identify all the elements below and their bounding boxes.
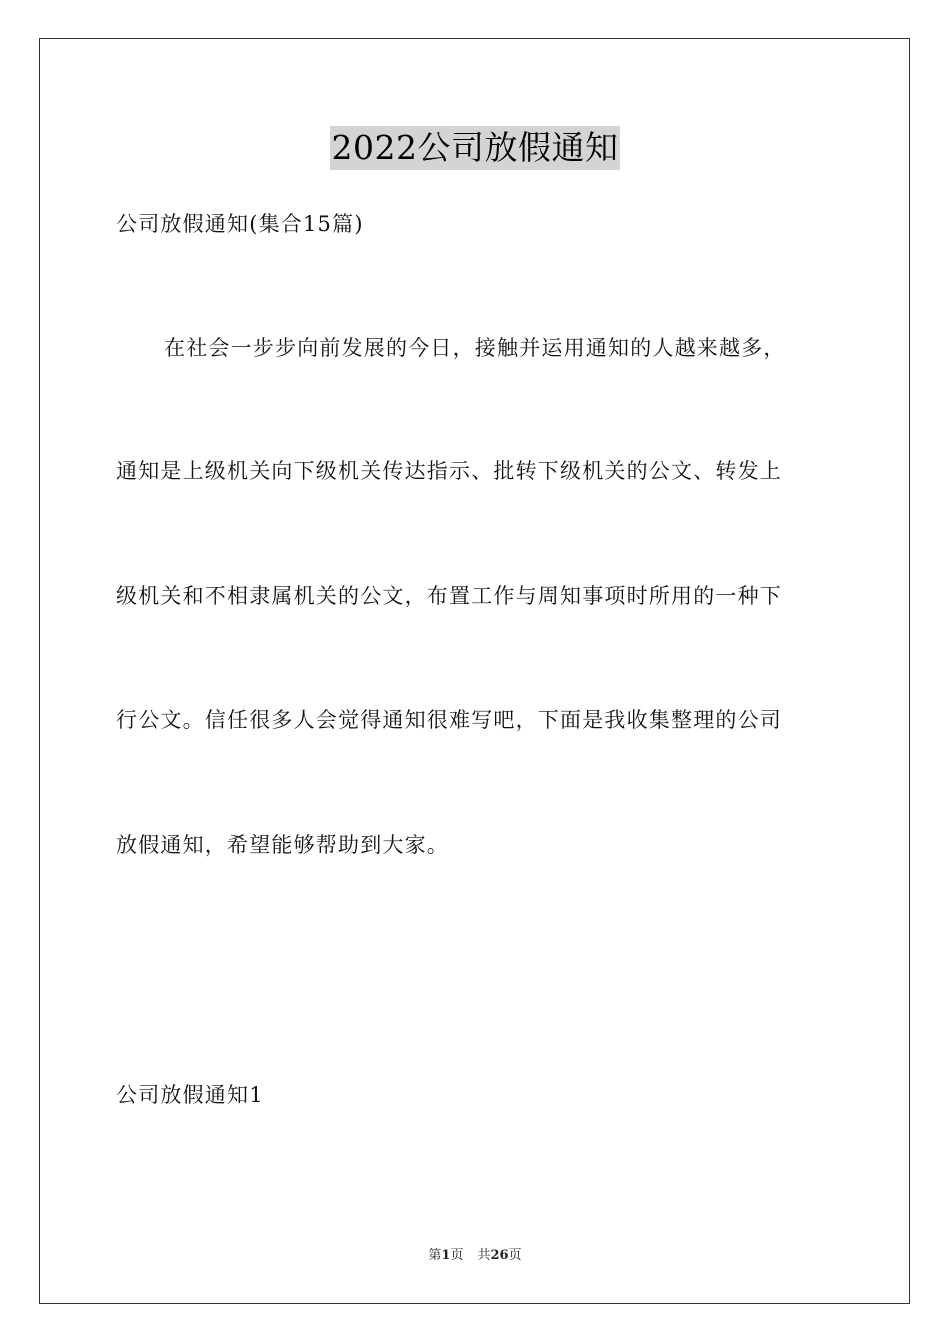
- page-footer: [0, 1247, 950, 1265]
- paragraph-line-2: 通知是上级机关向下级机关传达指示、批转下级机关的公文、转发上: [116, 459, 782, 483]
- paragraph-line-3: 级机关和不相隶属机关的公文，布置工作与周知事项时所用的一种下: [116, 584, 782, 608]
- paragraph-line-5: 放假通知，希望能够帮助到大家。: [116, 833, 449, 857]
- footer-total-prefix: 共: [477, 1248, 491, 1263]
- section-heading: 公司放假通知1: [116, 1083, 264, 1107]
- document-title: 2022公司放假通知: [330, 126, 621, 170]
- footer-page-suffix: 页: [450, 1248, 464, 1263]
- document-subtitle: 公司放假通知(集合15篇): [116, 212, 364, 236]
- footer-page-number: 1: [441, 1248, 451, 1263]
- footer-total-pages: 26: [490, 1248, 509, 1263]
- footer-total-suffix: 页: [508, 1248, 522, 1263]
- paragraph-line-4: 行公文。信任很多人会觉得通知很难写吧，下面是我收集整理的公司: [116, 708, 782, 732]
- paragraph-line-1: 在社会一步步向前发展的今日，接触并运用通知的人越来越多，: [164, 336, 786, 360]
- footer-page-prefix: 第: [428, 1248, 442, 1263]
- title-container: [0, 126, 950, 170]
